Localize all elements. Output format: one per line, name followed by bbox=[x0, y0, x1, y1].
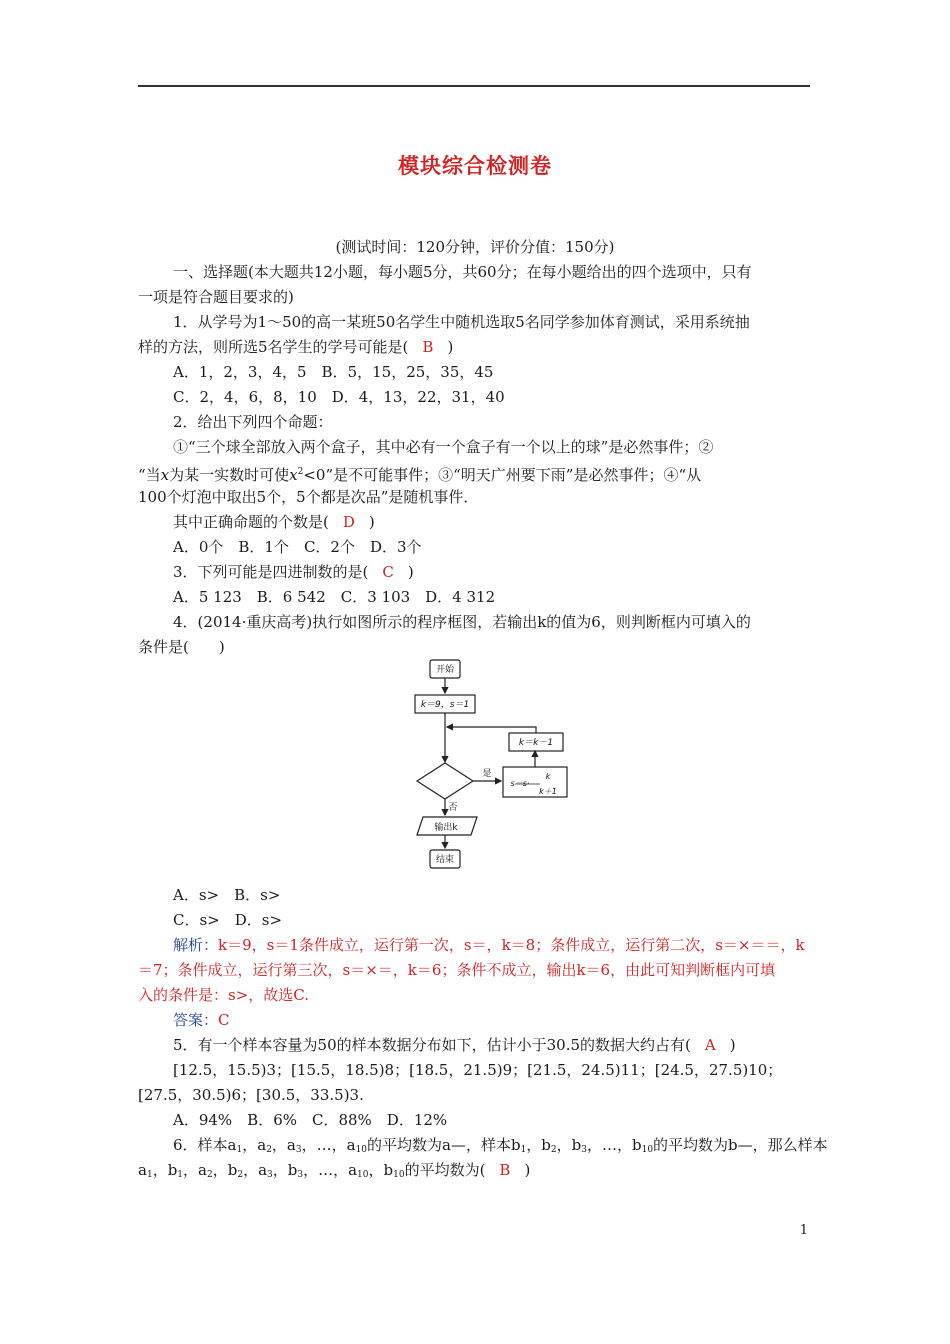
q1-options-2: C．2，4，6，8，10 D．4，13，22，31，40 bbox=[173, 388, 505, 406]
flow-update-num: k bbox=[545, 772, 551, 781]
q4-answer: C bbox=[218, 1011, 230, 1029]
q6-stem-line1: 6．样本$a_1$，$a_2$，$a_3$，…，$a_{10}$的平均数为a—，样本$b_1$，$b_2$，$b_3$，…，$b_{10}$的平均数为b—，那么样本 bbox=[173, 1136, 828, 1155]
q5-stem-line1: 5．有一个样本容量为50的样本数据分布如下，估计小于30.5的数据大约占有( A ) bbox=[173, 1036, 736, 1054]
q4-stem-line1: 4．(2014·重庆高考)执行如图所示的程序框图，若输出k的值为6，则判断框内可填入的 bbox=[173, 613, 751, 631]
q1-stem-line1: 1．从学号为1～50的高一某班50名学生中随机选取5名同学参加体育测试，采用系统抽 bbox=[173, 313, 750, 331]
q3-options: A．5 123 B．6 542 C．3 103 D．4 312 bbox=[173, 588, 496, 606]
q2-options: A．0个 B．1个 C．2个 D．3个 bbox=[173, 538, 422, 556]
section-heading-line2: 一项是符合题目要求的) bbox=[138, 288, 294, 306]
q2-stem-line4: 100个灯泡中取出5个，5个都是次品”是随机事件． bbox=[138, 488, 479, 506]
flow-yes-label: 是 bbox=[482, 769, 492, 779]
test-info: (测试时间：120分钟，评价分值：150分) bbox=[335, 238, 615, 256]
q4-options-2: C．s> D．s> bbox=[173, 911, 283, 929]
flow-dec-label: k＝k－1 bbox=[518, 738, 554, 748]
q1-stem-line2: 样的方法，则所选5名学生的学号可能是( B ) bbox=[138, 338, 454, 356]
q2-stem-line2: ①“三个球全部放入两个盒子，其中必有一个盒子有一个以上的球”是必然事件；② bbox=[173, 438, 714, 456]
q3-answer: C bbox=[382, 563, 394, 581]
flow-update-den: k＋1 bbox=[539, 787, 557, 796]
flow-output-label: 输出k bbox=[434, 823, 458, 833]
flow-update-label: s＝s· bbox=[510, 779, 530, 788]
q4-analysis-line2: ＝7；条件成立，运行第三次，s＝×＝，k＝6；条件不成立，输出k＝6，由此可知判断框内可填 bbox=[138, 961, 776, 979]
q5-answer: A bbox=[704, 1036, 716, 1054]
q5-options: A．94% B．6% C．88% D．12% bbox=[173, 1111, 448, 1129]
flow-no-label: 否 bbox=[448, 803, 458, 813]
q5-stem-line2: [12.5，15.5)3；[15.5，18.5)8；[18.5，21.5)9；[21.5，24.5)11；[24.5，27.5)10； bbox=[173, 1061, 783, 1079]
page-title: 模块综合检测卷 bbox=[398, 154, 552, 178]
flow-start-label: 开始 bbox=[435, 665, 455, 675]
q1-options-1: A．1，2，3，4，5 B．5，15，25，35，45 bbox=[173, 363, 494, 381]
q2-answer: D bbox=[342, 513, 355, 531]
flowchart bbox=[405, 655, 575, 873]
q2-stem-line3: “当x为某一实数时可使$x^2<0$”是不可能事件；③“明天广州要下雨”是必然事件；④“从 bbox=[138, 466, 702, 484]
q5-stem-line3: [27.5，30.5)6；[30.5，33.5)3. bbox=[138, 1086, 364, 1104]
page-number: 1 bbox=[799, 1223, 808, 1238]
q1-answer: B bbox=[422, 338, 434, 356]
q3-stem: 3．下列可能是四进制数的是( C ) bbox=[173, 563, 414, 581]
section-heading-line1: 一、选择题(本大题共12小题，每小题5分，共60分；在每小题给出的四个选项中，只有 bbox=[173, 263, 752, 281]
q4-options-1: A．s> B．s> bbox=[173, 886, 281, 904]
flow-decision-diamond bbox=[417, 763, 473, 799]
flow-init-label: k＝9，s＝1 bbox=[420, 700, 470, 710]
q6-answer: B bbox=[499, 1161, 511, 1179]
q6-stem-line2: $a_1$，$b_1$，$a_2$，$b_2$，$a_3$，$b_3$，…，$a_{10}$，$b_{10}$的平均数为( B ) bbox=[138, 1161, 531, 1180]
q4-analysis-line3: 入的条件是：s>，故选C. bbox=[138, 986, 309, 1004]
analysis-label: 解析： bbox=[173, 936, 219, 954]
header-rule bbox=[138, 85, 810, 87]
q2-stem-line1: 2．给出下列四个命题： bbox=[173, 413, 333, 431]
q4-answer-line bbox=[173, 1010, 853, 1030]
q2-stem-line5: 其中正确命题的个数是( D ) bbox=[173, 513, 375, 531]
q4-stem-line2: 条件是( ) bbox=[138, 638, 225, 656]
q4-analysis-line1: 解析：k＝9，s＝1条件成立，运行第一次，s＝，k＝8；条件成立，运行第二次，s＝×＝＝，k bbox=[173, 936, 805, 954]
answer-label: 答案： bbox=[173, 1011, 219, 1029]
flow-end-label: 结束 bbox=[435, 855, 455, 865]
